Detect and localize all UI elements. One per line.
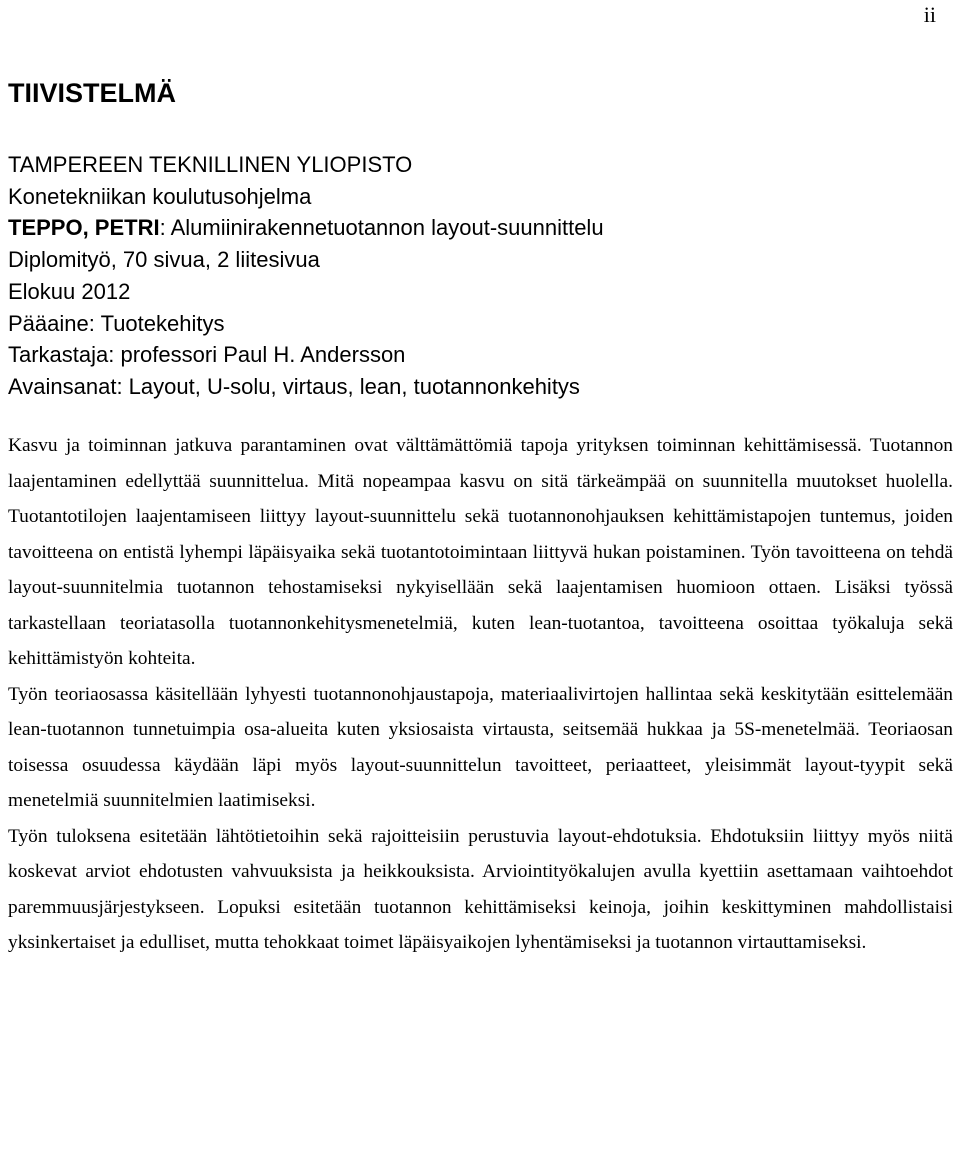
publication-date: Elokuu 2012: [8, 278, 131, 304]
major-subject: Pääaine: Tuotekehitys: [8, 310, 225, 336]
abstract-paragraph: Työn tuloksena esitetään lähtötietoihin sekä rajoitteisiin perustuvia layout-ehdotuksia. Ehdotuksiin liittyy myös niitä koskevat arviot ehdotusten vahvuuksista ja heikkouksista. Arviointityökalujen avulla kyettiin asettamaan vaihtoehdot paremmuusjärjestykseen. Lopuksi esitetään tuotannon kehittämiseksi keinoja, joihin keskittyminen mahdollistaisi yksinkertaiset ja edulliset, mutta tehokkaat toimet läpäisyaikojen lyhentämiseksi ja tuotannon virtauttamiseksi.: [8, 825, 953, 953]
abstract-paragraph: Kasvu ja toiminnan jatkuva parantaminen ovat välttämättömiä tapoja yrityksen toiminnan kehittämisessä. Tuotannon laajentaminen edellyttää suunnittelua. Mitä nopeampaa kasvu on sitä tärkeämpää on suunnitella muutokset huolella. Tuotantotilojen laajentamiseen liittyy layout-suunnittelu sekä tuotannonohjauksen kehittämistapojen tuntemus, joiden tavoitteena on entistä lyhempi läpäisyaika sekä tuotantotoimintaan liittyvä hukan poistaminen. Työn tavoitteena on tehdä layout-suunnitelmia tuotannon tehostamiseksi nykyisellään sekä laajentamisen huomioon ottaen. Lisäksi työssä tarkastellaan teoriatasolla tuotannonkehitysmenetelmiä, kuten lean-tuotantoa, tavoitteena osoittaa työkaluja sekä kehittämistyön kohteita.: [8, 435, 953, 669]
abstract-paragraph: Työn teoriaosassa käsitellään lyhyesti tuotannonohjaustapoja, materiaalivirtojen hallintaa sekä keskitytään esittelemään lean-tuotannon tunnetuimpia osa-alueita kuten yksiosaista virtausta, seitsemää hukkaa ja 5S-menetelmää. Teoriaosan toisessa osuudessa käydään läpi myös layout-suunnittelun tavoitteet, periaatteet, yleisimmät layout-tyypit sekä menetelmiä suunnitelmien laatimiseksi.: [8, 683, 953, 811]
keywords: Avainsanat: Layout, U-solu, virtaus, lean, tuotannonkehitys: [8, 373, 580, 399]
thesis-title: : Alumiinirakennetuotannon layout-suunnittelu: [159, 215, 604, 241]
page-title: TIIVISTELMÄ: [8, 78, 176, 108]
author-and-title: [8, 212, 952, 244]
page-count: Diplomityö, 70 sivua, 2 liitesivua: [8, 247, 320, 273]
thesis-metadata: [8, 149, 952, 403]
author-name: TEPPO, PETRI: [8, 215, 160, 241]
examiner: Tarkastaja: professori Paul H. Andersson: [8, 342, 406, 368]
abstract-body: [8, 428, 953, 961]
university-name: TAMPEREEN TEKNILLINEN YLIOPISTO: [8, 152, 413, 177]
degree-programme: Konetekniikan koulutusohjelma: [8, 183, 312, 209]
page-number: ii: [923, 2, 936, 27]
